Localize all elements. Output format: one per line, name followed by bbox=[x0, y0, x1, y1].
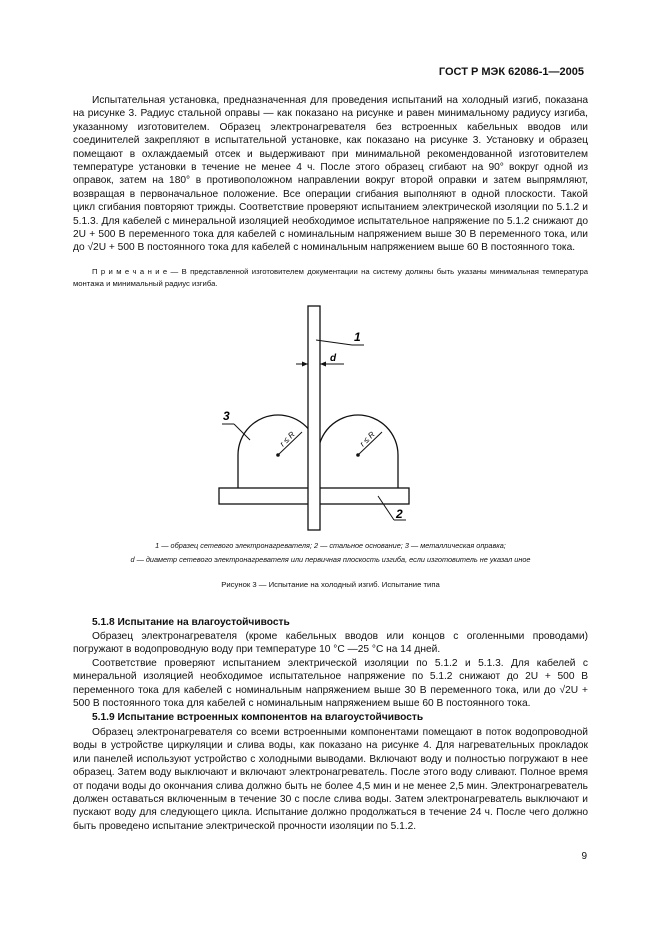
section-heading-5-1-8: 5.1.8 Испытание на влагоустойчивость bbox=[92, 617, 290, 628]
paragraph-5-1-8-1: Образец электронагревателя (кроме кабельных вводов или концов с оголенными проводами) погружают в водопроводную воду при температуре 10 °С —25 °С на 14 дней. bbox=[73, 631, 588, 656]
radius-label-right: r ≤ R bbox=[358, 429, 377, 449]
note: П р и м е ч а н и е — В представленной изготовителем документации на систему должны быть указаны минимальная температура монтажа и минимальный радиус изгиба. bbox=[73, 267, 588, 288]
figure-legend-2: d — диаметр сетевого электронагревателя или первичная плоскость изгиба, если изготовитель не указал иное bbox=[130, 555, 531, 564]
document-header: ГОСТ Р МЭК 62086-1—2005 bbox=[438, 66, 584, 78]
dimension-arrowhead-left bbox=[302, 362, 308, 367]
figure-legend-1: 1 — образец сетевого электронагревателя; 2 — стальное основание; 3 — металлическая оправка; bbox=[155, 541, 506, 550]
figure-caption: Рисунок 3 — Испытание на холодный изгиб. Испытание типа bbox=[221, 580, 440, 589]
leader-2 bbox=[378, 496, 394, 520]
page-number: 9 bbox=[581, 851, 587, 862]
label-d: d bbox=[330, 353, 337, 364]
mandrel-left bbox=[238, 415, 318, 488]
section-heading-5-1-9: 5.1.9 Испытание встроенных компонентов на влагоустойчивость bbox=[92, 712, 424, 723]
radius-label-left: r ≤ R bbox=[278, 429, 297, 449]
label-2: 2 bbox=[396, 507, 403, 521]
heater-specimen bbox=[308, 306, 320, 530]
label-3: 3 bbox=[223, 409, 230, 423]
leader-1 bbox=[316, 340, 352, 345]
paragraph-5-1-8-2: Соответствие проверяют испытанием электрической изоляции по 5.1.2 и 5.1.3. Для кабелей с минеральной изоляцией необходимое испытательное напряжение по 5.1.2 снижают до 2U + 500 В переменного тока для кабелей с номинальным напряжением выше 30 В переменного тока, или до √2U + 500 В постоянного тока для кабелей с номинальным напряжением выше 60 В постоянного тока. bbox=[73, 658, 588, 710]
mandrel-right bbox=[318, 415, 398, 488]
paragraph-5-1-9-1: Образец электронагревателя со всеми встроенными компонентами помещают в поток водопроводной воды в устройстве циркуляции и слива воды, как показано на рисунке 4. Для нагревательных прокладок или панелей используют устройство с холодными выводами. Включают воду и полностью погружают в нее образец. Затем воду выключают и включают электронагреватель. После этого воду сливают. Полное время от подачи воды до окончания слива должно быть не более 4,5 мин и не менее 2,5 мин. Электронагреватель должен оставаться включенным в течение 30 с после слива воды. Затем электронагреватель выключают и пускают воду для следующего цикла. Испытание должно продолжаться в течение 24 ч. После чего должно быть проведено испытание электрической прочности изоляции по 5.1.2. bbox=[73, 727, 588, 832]
label-1: 1 bbox=[354, 330, 361, 344]
dimension-arrowhead-right bbox=[320, 362, 326, 367]
paragraph-test-setup: Испытательная установка, предназначенная для проведения испытаний на холодный изгиб, показана на рисунке 3. Радиус стальной оправы — как показано на рисунке и равен минимальному радиусу изгиба, указанному изготовителем. Образец электронагревателя без встроенных кабельных вводов или соединителей закрепляют в испытательной установке, как показано на рисунке 3. Установку и образец помещают в охлаждаемый отсек и выдерживают при минимальной рекомендованной изготовителем температуре установки в течение не менее 4 ч. После этого образец сгибают на 90° вокруг одной из оправок, затем на 180° в противоположном направлении вокруг второй оправки и затем выпрямляют, возвращая в первоначальное положение. Все операции сгибания выполняют в одной плоскости. Такой цикл сгибания повторяют трижды. Соответствие проверяют испытанием электрической изоляции по 5.1.2 и 5.1.3. Для кабелей с минеральной изоляцией необходимое испытательное напряжение по 5.1.2 снижают до 2U + 500 В переменного тока для кабелей с номинальным напряжением выше 30 В переменного тока, или до √2U + 500 В постоянного тока для кабелей с номинальным напряжением выше 60 В постоянного тока. bbox=[73, 95, 588, 254]
